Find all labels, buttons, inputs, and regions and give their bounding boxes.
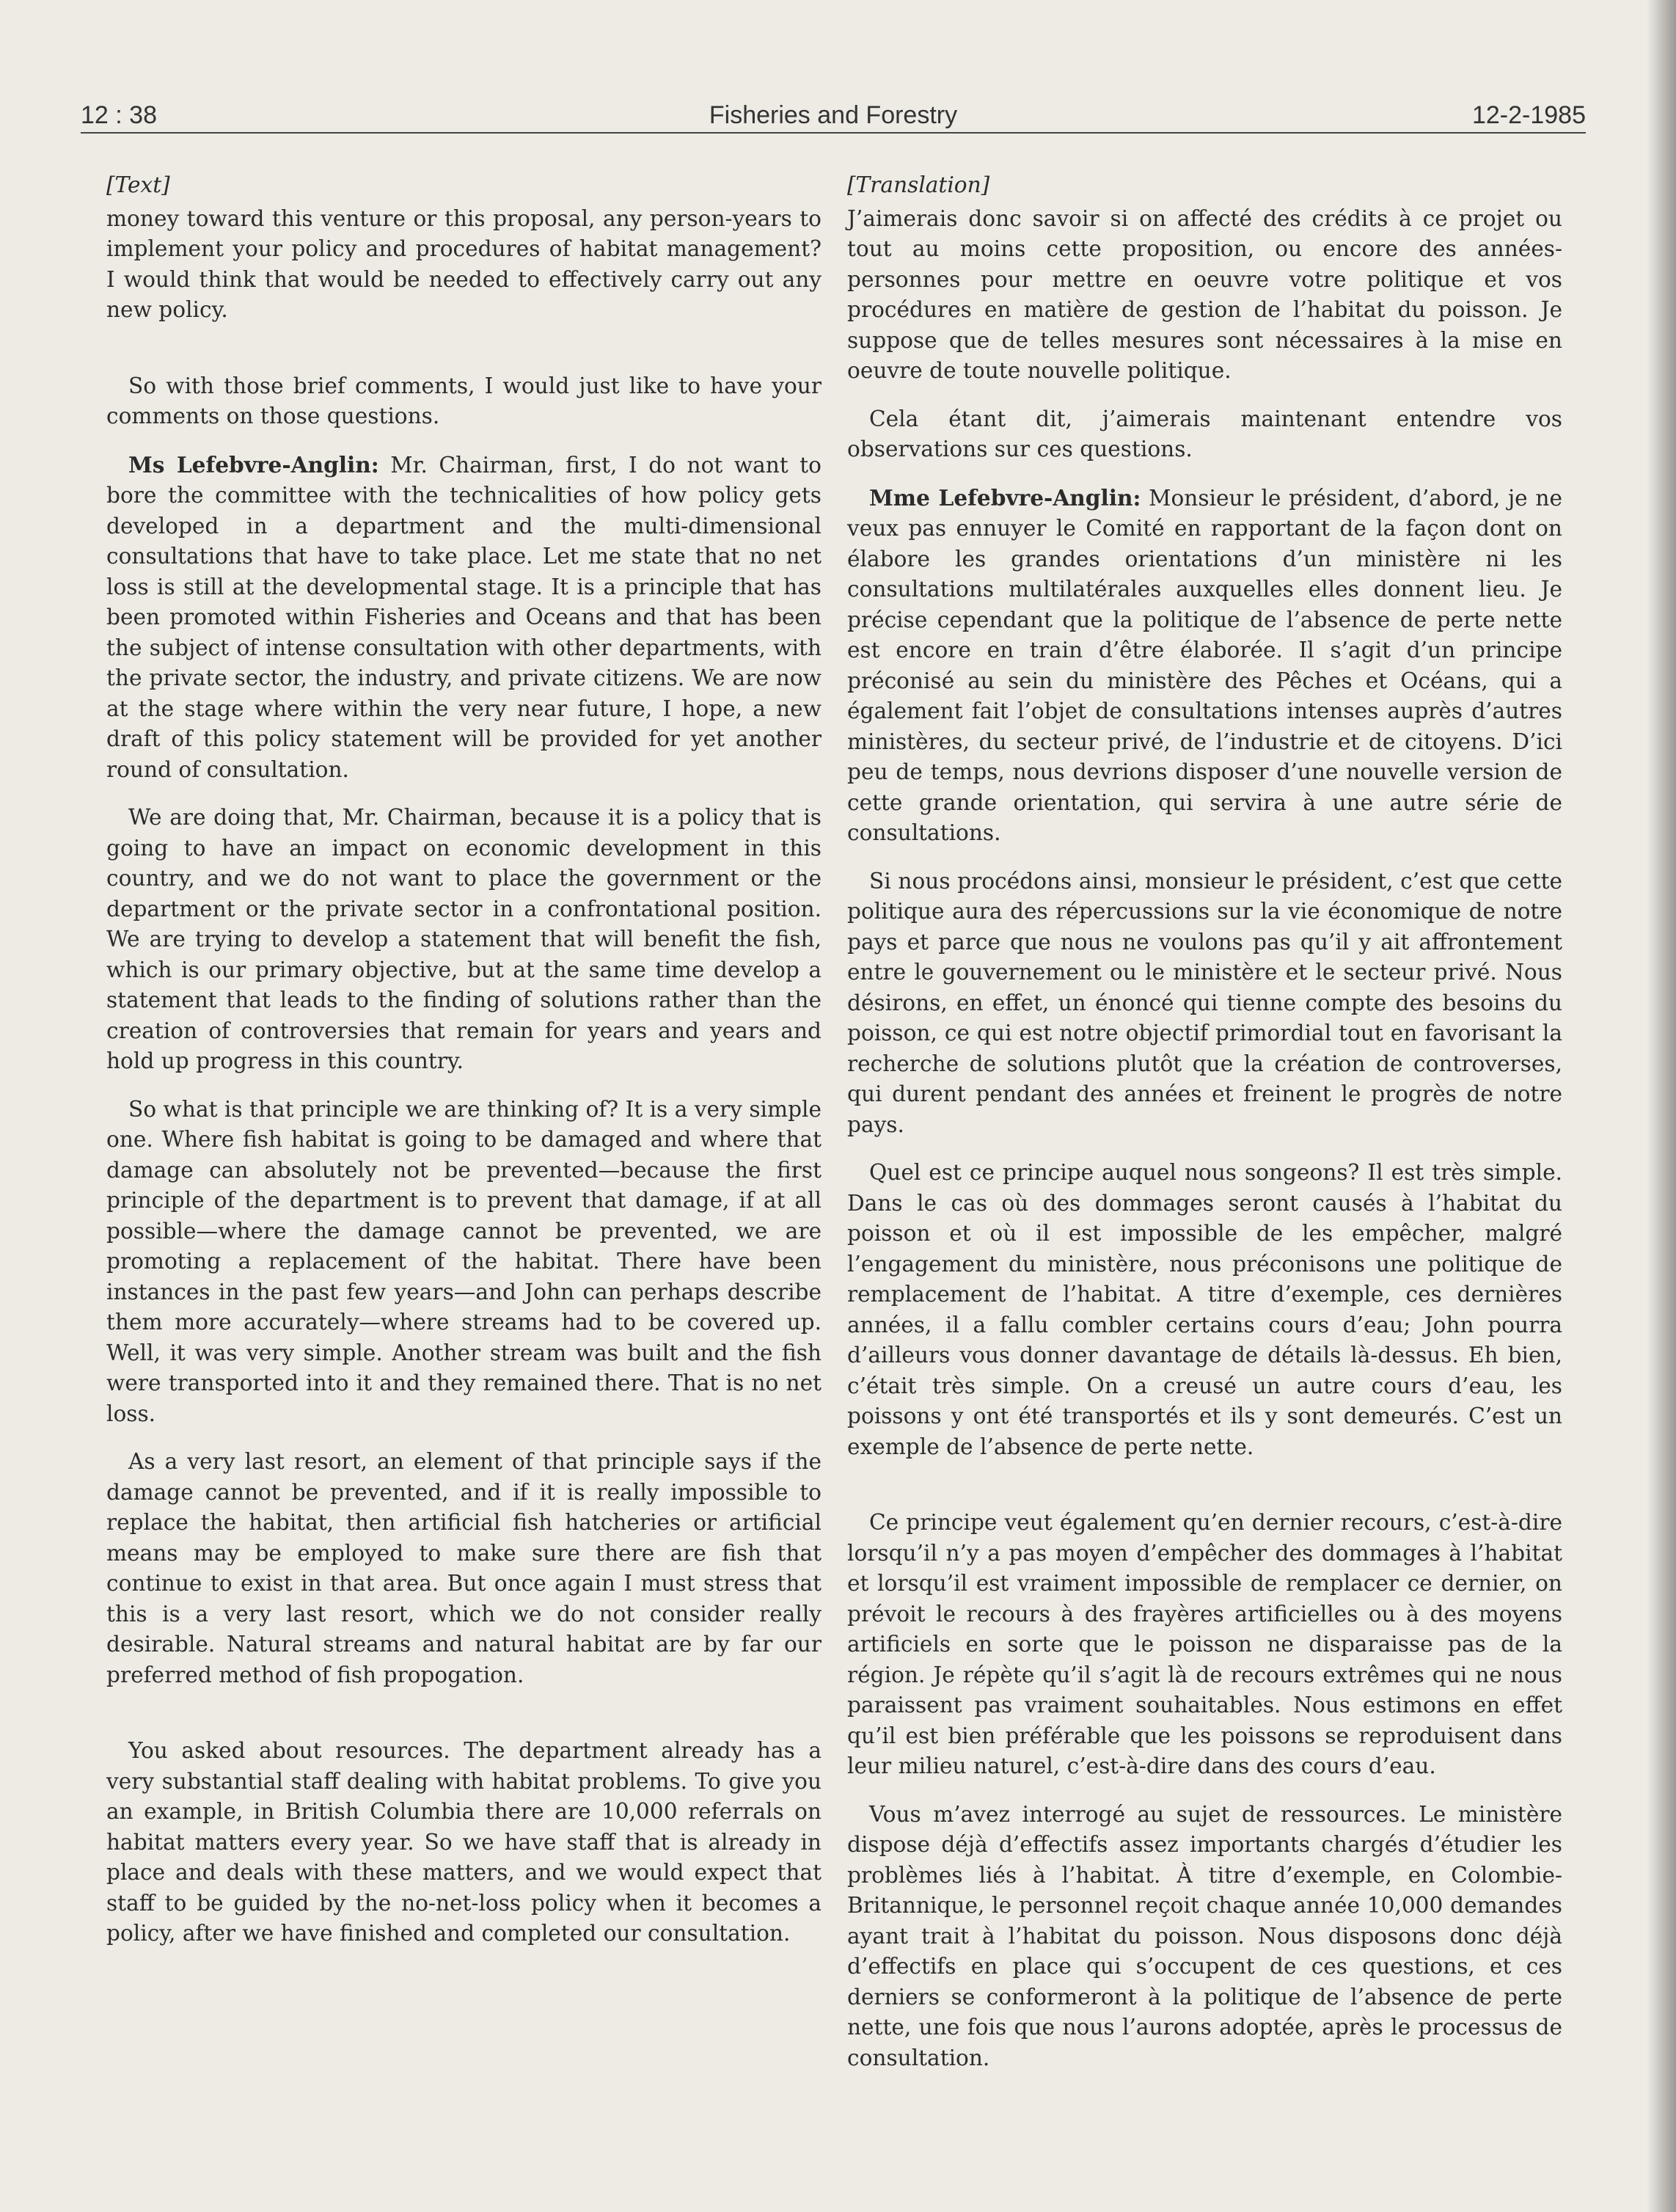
paragraph: So what is that principle we are thinking of? It is a very simple one. Where fish habitat is going to be damaged and where that damage can absolutely not be prevented—because the first principle of the department is to prevent that damage, if at all possible—where the damage cannot be prevented, we are promoting a replacement of the habitat. There have been instances in the past few years—and John can perhaps describe them more accurately—where streams had to be covered up. Well, it was very simple. Another stream was built and the fish were transported into it and they remained there. That is no net loss. [106, 1096, 821, 1426]
paragraph: money toward this venture or this proposal, any person-years to implement your policy and procedures of habitat management? I would think that would be needed to effectively carry out any new policy. [106, 205, 821, 322]
paragraph: Ce principe veut également qu’en dernier recours, c’est-à-dire lorsqu’il n’y a pas moyen d’empêcher des dommages à l’habitat et lorsqu’il est vraiment impossible de remplacer ce dernier, on prévoit le recours à des frayères artificielles ou à des moyens artificiels en sorte que le poisson ne disparaisse pas de la région. Je répète qu’il s’agit là de recours extrêmes qui ne nous paraissent pas vraiment souhaitables. Nous estimons en effet qu’il est bien préférable que les poissons se reproduisent dans leur milieu naturel, c’est-à-dire dans des cours d’eau. [847, 1510, 1562, 1778]
paragraph: We are doing that, Mr. Chairman, because it is a policy that is going to have an impact on economic development in this country, and we do not want to place the government or the department or the private sector in a confrontational position. We are trying to develop a statement that will benefit the fish, which is our primary objective, but at the same time develop a statement that leads to the finding of solutions rather than the creation of controversies that remain for years and years and hold up progress in this country. [106, 805, 821, 1073]
paragraph: Mme Lefebvre-Anglin: Monsieur le président, d’abord, je ne veux pas ennuyer le Comité en rapportant de la façon dont on élabore les grandes orientations d’un ministère ni les consultations multilatérales auxquelles elles donnent lieu. Je précise cependant que la politique de l’absence de perte nette est encore en train d’être élaborée. Il s’agit d’un principe préconisé au sein du ministère des Pêches et Océans, qui a également fait l’objet de consultations intenses auprès d’autres ministères, du secteur privé, de l’industrie et de citoyens. D’ici peu de temps, nous devrions disposer d’une nouvelle version de cette grande orientation, qui servira à une autre série de consultations. [847, 484, 1562, 845]
translation-tag: [Translation] [847, 172, 990, 197]
english-column [106, 170, 821, 1967]
page-header [81, 94, 1586, 138]
paragraph: Cela étant dit, j’aimerais maintenant entendre vos observations sur ces questions. [847, 406, 1562, 461]
speaker-name: Ms Lefebvre-Anglin: [128, 451, 379, 478]
text-tag: [Text] [106, 172, 170, 197]
paragraph: Ms Lefebvre-Anglin: Mr. Chairman, first, I do not want to bore the committee with the technicalities of how policy gets developed in a department and the multi-dimensional consultations that have to take place. Let me state that no net loss is still at the developmental stage. It is a principle that has been promoted within Fisheries and Oceans and that has been the subject of intense consultation with other departments, with the private sector, the industry, and private citizens. We are now at the stage where within the very near future, I hope, a new draft of this policy statement will be provided for yet another round of consultation. [106, 451, 821, 782]
paragraph: J’aimerais donc savoir si on affecté des crédits à ce projet ou tout au moins cette proposition, ou encore des années-personnes pour mettre en oeuvre votre politique et vos procédures en matière de gestion de l’habitat du poisson. Je suppose que de telles mesures sont nécessaires à la mise en oeuvre de toute nouvelle politique. [847, 205, 1562, 383]
paragraph: Vous m’avez interrogé au sujet de ressources. Le ministère dispose déjà d’effectifs assez importants chargés d’étudier les problèmes liés à l’habitat. À titre d’exemple, en Colombie-Britannique, le personnel reçoit chaque année 10,000 demandes ayant trait à l’habitat du poisson. Nous disposons donc déjà d’effectifs en place qui s’occupent de ces questions, et ces derniers se conformeront à la politique de l’absence de perte nette, une fois que nous l’aurons adoptée, après le processus de consultation. [847, 1801, 1562, 2070]
paragraph: Quel est ce principe auquel nous songeons? Il est très simple. Dans le cas où des dommages seront causés à l’habitat du poisson et où il est impossible de les empêcher, malgré l’engagement du ministère, nous préconisons une politique de remplacement de l’habitat. A titre d’exemple, ces dernières années, il a fallu combler certains cours d’eau; John pourra d’ailleurs vous donner davantage de détails là-dessus. Eh bien, c’était très simple. On a creusé un autre cours d’eau, les poissons y ont été transportés et ils y sont demeurés. C’est un exemple de l’absence de perte nette. [847, 1160, 1562, 1459]
paragraph: You asked about resources. The department already has a very substantial staff dealing with habitat problems. To give you an example, in British Columbia there are 10,000 referrals on habitat matters every year. So we have staff that is already in place and deals with these matters, and we would expect that staff to be guided by the no-net-loss policy when it becomes a policy, after we have finished and completed our consultation. [106, 1738, 821, 1946]
paragraph: As a very last resort, an element of that principle says if the damage cannot be prevented, and if it is really impossible to replace the habitat, then artificial fish hatcheries or artificial means may be employed to make sure there are fish that continue to exist in that area. But once again I must stress that this is a very last resort, which we do not consider really desirable. Natural streams and natural habitat are by far our preferred method of fish propogation. [106, 1449, 821, 1687]
issue-date: 12-2-1985 [1471, 101, 1586, 129]
speaker-name: Mme Lefebvre-Anglin: [869, 484, 1141, 511]
paragraph: Si nous procédons ainsi, monsieur le président, c’est que cette politique aura des répercussions sur la vie économique de notre pays et parce que nous ne voulons pas qu’il y ait affrontement entre le gouvernement ou le ministère et le secteur privé. Nous désirons, en effet, un énoncé qui tienne compte des besoins du poisson, ce qui est notre objectif primordial tout en favorisant la recherche de solutions plutôt que la création de controverses, qui durent pendant des années et freinent le progrès de notre pays. [847, 868, 1562, 1137]
header-rule [81, 132, 1586, 134]
page-edge-shadow [1647, 0, 1676, 2212]
paragraph: So with those brief comments, I would just like to have your comments on those questions. [106, 373, 821, 428]
publication-title: Fisheries and Forestry [709, 101, 958, 129]
page-number: 12 : 38 [81, 101, 157, 129]
french-column [847, 170, 1562, 2091]
